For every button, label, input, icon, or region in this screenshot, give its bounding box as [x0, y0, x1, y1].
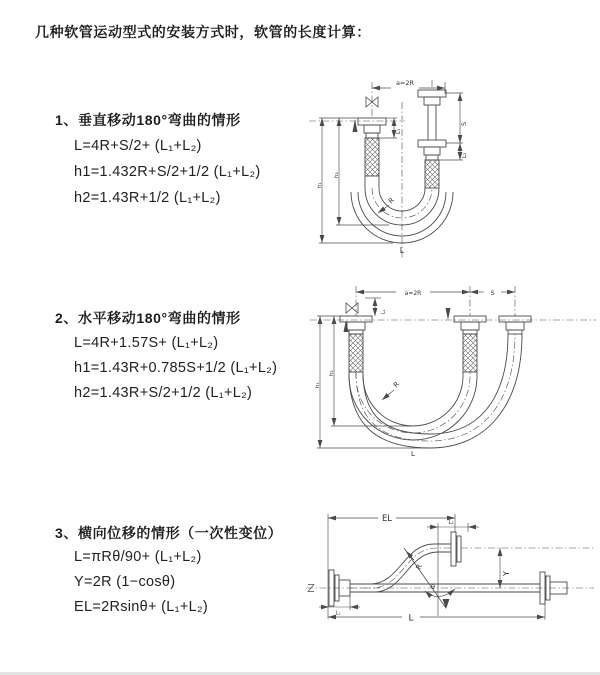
- d3-dimensions: [319, 514, 545, 620]
- section-1-heading: 1、垂直移动180°弯曲的情形: [55, 112, 241, 128]
- d3-dim-el: EL: [381, 514, 393, 524]
- d1-drawing: [309, 80, 453, 258]
- diagram-lateral-displacement: [298, 498, 600, 646]
- movement-arrow-icon: [446, 308, 451, 320]
- d2-drawing: [310, 286, 596, 448]
- d3-drawing: [306, 532, 594, 608]
- d2-dim-a2r: a=2R: [404, 289, 422, 297]
- d1-dimensions: [319, 82, 463, 243]
- d1-dim-l2: L₂: [462, 152, 468, 158]
- d2-dim-l1: L₁: [381, 309, 387, 314]
- section-2-formula-h2: h2=1.43R+S/2+1/2 (L₁+L₂): [74, 385, 253, 401]
- d1-dim-a2r: a=2R: [395, 79, 415, 87]
- section-1-formula-h2: h2=1.43R+1/2 (L₁+L₂): [74, 190, 221, 206]
- d3-dim-l: L: [408, 613, 414, 624]
- flange-upper: [451, 532, 456, 566]
- section-3-formula-EL: EL=2Rsinθ+ (L₁+L₂): [74, 599, 209, 615]
- section-2-heading: 2、水平移动180°弯曲的情形: [55, 310, 241, 326]
- d2-dim-h2: h₂: [329, 370, 335, 376]
- diagram-horizontal-180-bend: [308, 278, 600, 460]
- d2-dim-s: S: [490, 289, 495, 297]
- d2-dimensions: [317, 289, 515, 448]
- braided-hose-left: [349, 334, 363, 372]
- section-3-formula-L: L=πRθ/90+ (L₁+L₂): [74, 549, 202, 565]
- d2-label-r: R: [391, 380, 401, 390]
- section-2-formula-L: L=4R+1.57S+ (L₁+L₂): [74, 335, 219, 351]
- d3-dim-l2: L₂: [448, 520, 454, 526]
- braided-hose-middle: [463, 334, 477, 372]
- section-3-heading: 3、横向位移的情形（一次性变位）: [55, 525, 283, 541]
- section-3-formula-Y: Y=2R (1−cosθ): [74, 574, 176, 590]
- diagram-vertical-180-bend: [305, 72, 595, 267]
- d2-dim-h1: h₁: [315, 382, 321, 388]
- section-2-formula-h1: h1=1.43R+0.785S+1/2 (L₁+L₂): [74, 360, 278, 376]
- section-1-formula-h1: h1=1.432R+S/2+1/2 (L₁+L₂): [74, 164, 261, 180]
- d3-dim-y: Y: [502, 571, 511, 576]
- page-title: 几种软管运动型式的安装方式时，软管的长度计算：: [35, 24, 371, 40]
- d1-dim-l1: L₁: [396, 128, 402, 134]
- d1-label-l: L: [399, 246, 405, 255]
- d1-label-r: R: [386, 196, 396, 206]
- d3-dim-l1: L₁: [335, 610, 341, 617]
- d1-dim-h2: h₂: [334, 172, 340, 178]
- d2-label-l: L: [411, 450, 415, 458]
- d3-label-r: R: [414, 563, 424, 571]
- braided-hose-right: [425, 160, 439, 188]
- section-1-formula-L: L=4R+S/2+ (L₁+L₂): [74, 138, 202, 154]
- d1-dim-h1: h₁: [317, 182, 323, 188]
- d1-dim-s: S: [460, 121, 468, 126]
- valve-icon: [346, 303, 358, 313]
- braided-hose-left: [365, 138, 379, 176]
- d3-label-theta: θ: [431, 583, 435, 591]
